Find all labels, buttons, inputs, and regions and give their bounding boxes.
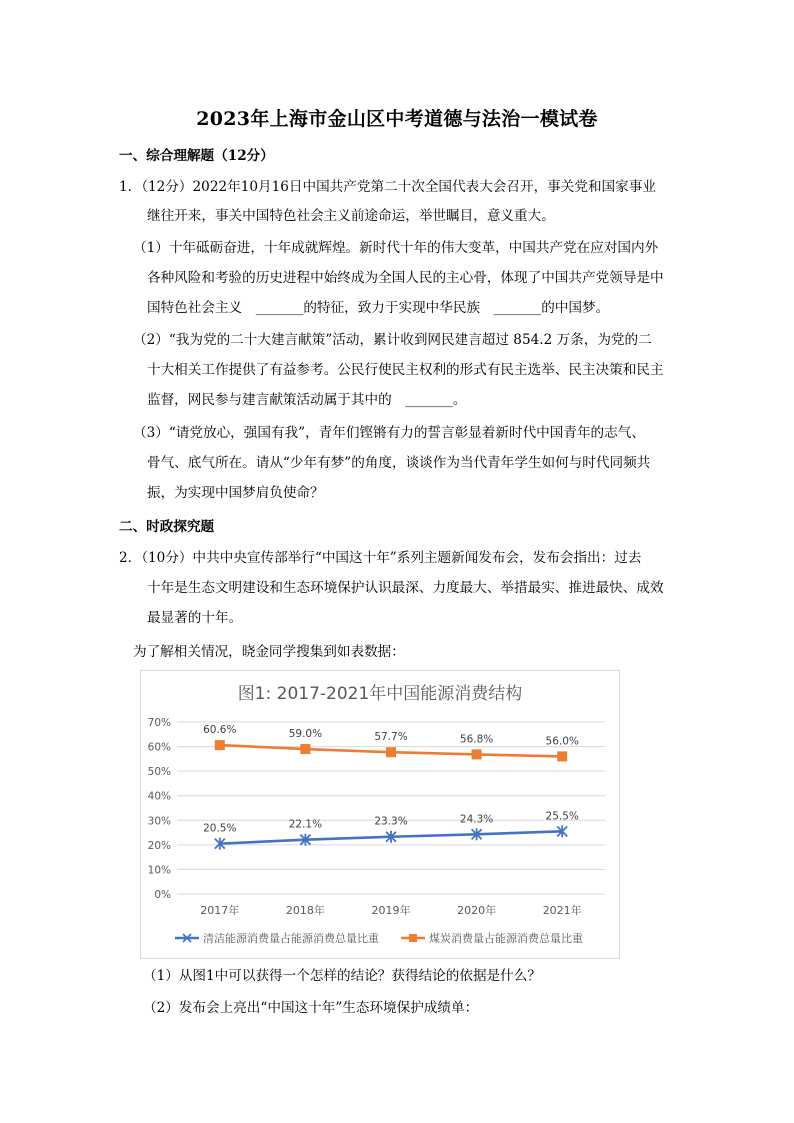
y-tick-label: 0% [154, 889, 171, 901]
data-label: 60.6% [203, 724, 237, 737]
y-tick-label: 10% [147, 864, 171, 877]
energy-consumption-chart [140, 670, 620, 959]
section1-heading: 一、综合理解题（12分） [119, 148, 274, 164]
q1-line1: 1．（12分）2022年10月16日中国共产党第二十次全国代表大会召开，事关党和国家事业 [119, 179, 656, 195]
q1-part3-line1: （3）“请党放心，强国有我”，青年们铿锵有力的誓言彰显着新时代中国青年的志气、 [133, 425, 645, 441]
q2-line3: 最显著的十年。 [147, 610, 243, 626]
data-label: 56.8% [459, 733, 494, 746]
q1-part3-line3: 振，为实现中国梦肩负使命？ [147, 485, 324, 501]
q1-part3-line2: 骨气、底气所在。请从“少年有梦”的角度，谈谈作为当代青年学生如何与时代同频共 [147, 455, 651, 471]
y-tick-label: 40% [147, 790, 171, 803]
data-label: 23.3% [374, 815, 408, 828]
q1-part1-line2: 各种风险和考验的历史进程中始终成为全国人民的主心骨，体现了中国共产党领导是中 [147, 270, 664, 286]
energy-chart-svg [141, 671, 619, 958]
data-label: 25.5% [545, 810, 579, 823]
x-tick-label: 2019年 [371, 904, 411, 917]
data-point-square [215, 740, 225, 750]
q2-line4: 为了解相关情况，晓金同学搜集到如表数据： [133, 644, 405, 660]
data-point-square [557, 751, 567, 761]
data-label: 20.5% [203, 822, 237, 835]
data-label: 57.7% [374, 731, 408, 744]
data-label: 59.0% [288, 728, 323, 741]
y-tick-label: 70% [147, 717, 171, 729]
x-tick-label: 2017年 [200, 904, 240, 917]
legend-label: 清洁能源消费量占能源消费总量比重 [203, 932, 379, 945]
y-tick-label: 20% [147, 839, 171, 852]
y-tick-label: 60% [147, 741, 171, 754]
section2-heading: 二、时政探究题 [119, 519, 215, 535]
q1-part1-line3: 国特色社会主义 _______的特征，致力于实现中华民族 _______的中国梦。 [147, 300, 610, 316]
chart-title: 图1: 2017-2021年中国能源消费结构 [237, 684, 523, 704]
q1-line2: 继往开来，事关中国特色社会主义前途命运，举世瞩目，意义重大。 [147, 208, 555, 224]
q2-line2: 十年是生态文明建设和生态环境保护认识最深、力度最大、举措最实、推进最快、成效 [147, 580, 664, 596]
data-label: 22.1% [288, 818, 323, 831]
legend-label: 煤炭消费量占能源消费总量比重 [429, 932, 583, 945]
q1-part2-line2: 十大相关工作提供了有益参考。公民行使民主权利的形式有民主选举、民主决策和民主 [147, 362, 664, 378]
data-label: 24.3% [459, 813, 494, 826]
x-tick-label: 2021年 [542, 904, 582, 917]
y-tick-label: 50% [147, 766, 171, 779]
data-point-square [386, 747, 396, 757]
q1-part1-line1: （1）十年砥砺奋进，十年成就辉煌。新时代十年的伟大变革，中国共产党在应对国内外 [133, 240, 659, 256]
data-point-square [300, 744, 310, 754]
q2-line1: 2．（10分）中共中央宣传部举行“中国这十年”系列主题新闻发布会，发布会指出：过去 [119, 550, 642, 566]
data-point-square [472, 749, 482, 759]
exam-title: 2023年上海市金山区中考道德与法治一模试卷 [196, 108, 598, 130]
q2-sub2: （2）发布会上亮出“中国这十年”生态环境保护成绩单： [143, 1000, 479, 1016]
x-tick-label: 2020年 [457, 904, 497, 917]
q1-part2-line3: 监督，网民参与建言献策活动属于其中的 _______。 [147, 392, 467, 408]
q1-part2-line1: （2）“我为党的二十大建言献策”活动，累计收到网民建言超过 854.2 万条，为党的二 [133, 332, 652, 348]
y-tick-label: 30% [147, 815, 171, 828]
q2-sub1: （1）从图1中可以获得一个怎样的结论？获得结论的依据是什么？ [143, 968, 541, 984]
x-tick-label: 2018年 [285, 904, 325, 917]
legend-marker-square [409, 934, 417, 942]
data-label: 56.0% [545, 735, 579, 748]
